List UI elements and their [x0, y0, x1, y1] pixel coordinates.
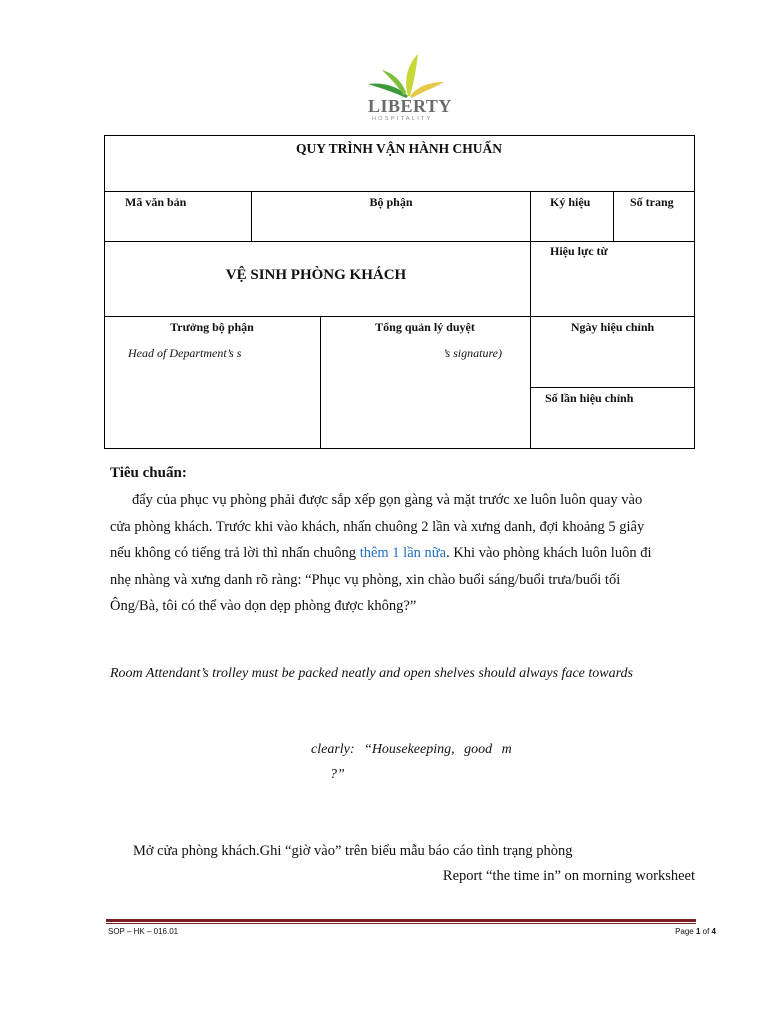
head-signature-text: Head of Department’s s	[128, 346, 242, 360]
english-line-1: Room Attendant’s trolley must be packed neatly and open shelves should always face towards	[110, 666, 633, 681]
english-line-3: ?”	[330, 767, 345, 782]
standard-line: Ông/Bà, tôi có thể vào dọn dẹp phòng được không?”	[110, 598, 417, 614]
logo-wordmark: LIBERTY	[368, 96, 452, 116]
page-no-label: Số trang	[630, 195, 674, 209]
footer-rule-thin	[106, 923, 696, 924]
gm-signature-text: ’s signature)	[443, 346, 503, 360]
standard-line: cửa phòng khách. Trước khi vào khách, nhấn chuông 2 lần và xưng danh, đợi khoảng 5 giây	[110, 518, 645, 535]
effective-from-label: Hiệu lực từ	[550, 244, 608, 258]
standard-paragraph	[110, 487, 695, 620]
step-vietnamese: Mở cửa phòng khách.Ghi “giờ vào” trên biểu mẫu báo cáo tình trạng phòng	[133, 843, 573, 859]
highlight-text: thêm 1 lần nữa	[359, 545, 447, 561]
step-english: Report “the time in” on morning worksheet	[442, 868, 695, 884]
footer-doc-code: SOP – HK – 016.01	[108, 927, 179, 936]
symbol-label: Ký hiệu	[550, 195, 591, 209]
form-title: QUY TRÌNH VẬN HÀNH CHUẨN	[295, 141, 502, 156]
leaf-icon	[360, 52, 460, 100]
doc-code-label: Mã văn bản	[125, 195, 187, 209]
document-name: VỆ SINH PHÒNG KHÁCH	[225, 267, 407, 283]
english-line-2: clearly: “Housekeeping, good m	[311, 742, 512, 757]
revision-count-label: Số lần hiệu chỉnh	[545, 391, 634, 405]
standard-line: nếu không có tiếng trả lời thì nhấn chuông thêm 1 lần nữa. Khi vào phòng khách luôn luôn đi	[110, 545, 652, 561]
footer-rule	[106, 919, 696, 922]
logo-subtitle: HOSPITALITY	[372, 116, 433, 122]
standard-heading: Tiêu chuẩn:	[110, 465, 187, 481]
standard-line: đẩy của phục vụ phòng phải được sắp xếp gọn gàng và mặt trước xe luôn luôn quay vào	[132, 492, 643, 508]
standard-line: nhẹ nhàng và xưng danh rõ ràng: “Phục vụ phòng, xin chào buổi sáng/buổi trưa/buổi tối	[110, 571, 621, 588]
liberty-logo	[360, 52, 460, 124]
head-of-dept-label: Trưởng bộ phận	[170, 320, 254, 334]
gm-approval-label: Tổng quản lý duyệt	[375, 320, 475, 334]
revision-date-label: Ngày hiệu chỉnh	[570, 320, 655, 334]
footer-page-number: Page 1 of 4	[675, 927, 716, 936]
department-label: Bộ phận	[369, 195, 413, 209]
